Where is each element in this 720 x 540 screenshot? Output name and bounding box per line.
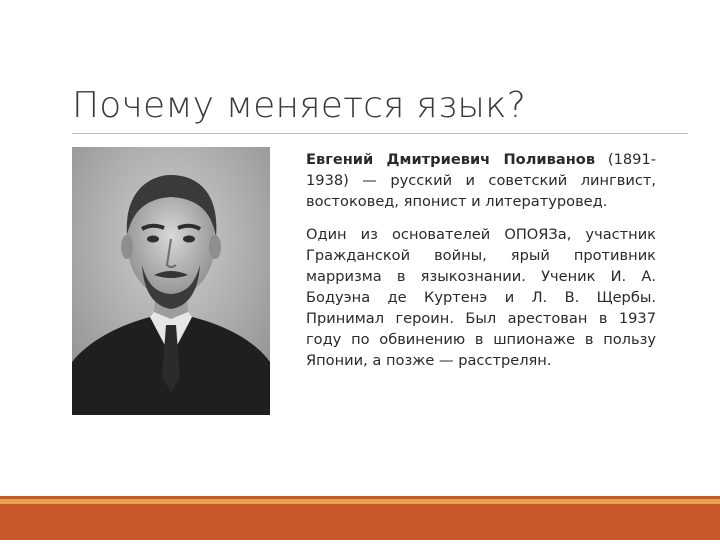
- biography-text: [306, 149, 656, 383]
- title-divider: [72, 133, 688, 134]
- slide-title: Почему меняется язык?: [72, 85, 527, 126]
- biography-paragraph-2: Один из основателей ОПОЯЗа, участник Гражданской войны, ярый противник марризма в языкознании. Ученик И. А. Бодуэна де Куртенэ и Л. В. Щербы. Принимал героин. Был арестован в 1937 году по обвинению в шпионаже в пользу Японии, а позже — расстрелян.: [306, 226, 656, 369]
- portrait-photo: [72, 147, 270, 415]
- person-name: Евгений Дмитриевич Поливанов: [306, 151, 596, 168]
- biography-paragraph-1: [306, 149, 656, 212]
- footer-stripe: [0, 499, 720, 504]
- biography-dates-description: (1891-1938) — русский и советский лингвист, востоковед, японист и литературовед.: [306, 151, 656, 210]
